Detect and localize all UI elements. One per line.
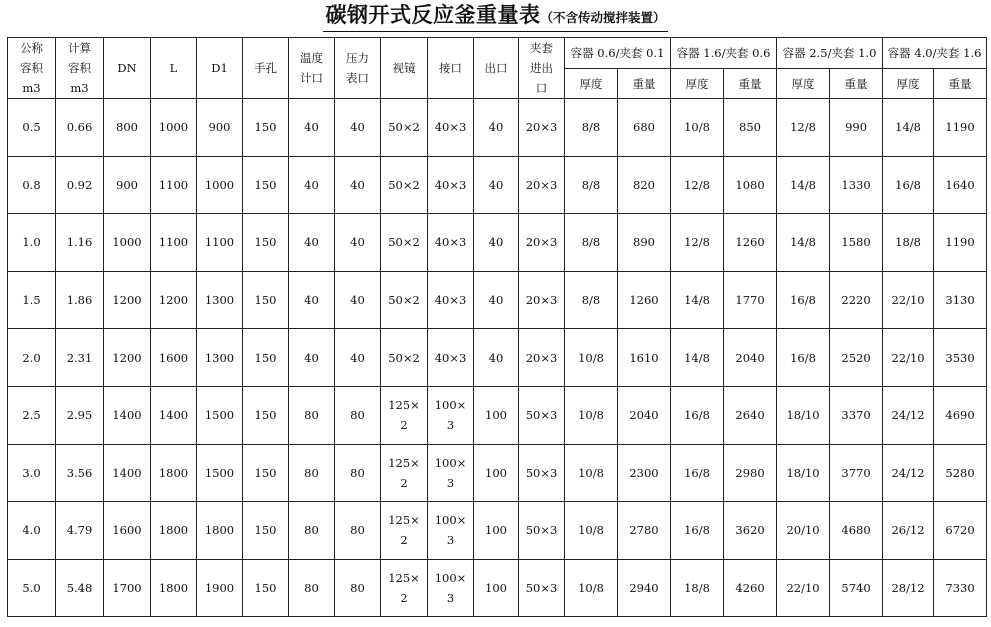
header-thickness: 厚度	[883, 69, 934, 99]
cell-outlet: 100	[474, 502, 519, 560]
cell-weight: 5740	[830, 559, 883, 617]
cell-handhole: 150	[243, 99, 289, 157]
cell-weight: 4680	[830, 502, 883, 560]
cell-connector: 100× 3	[428, 386, 474, 444]
cell-weight: 1770	[724, 271, 777, 329]
cell-weight: 890	[618, 214, 671, 272]
cell-handhole: 150	[243, 214, 289, 272]
header-thickness: 厚度	[777, 69, 830, 99]
cell-nominal-volume: 3.0	[8, 444, 56, 502]
cell-calc-volume: 2.95	[56, 386, 104, 444]
table-row	[8, 386, 987, 444]
cell-jacket-inlet: 20×3	[519, 99, 565, 157]
cell-handhole: 150	[243, 444, 289, 502]
cell-weight: 2220	[830, 271, 883, 329]
header-dn: DN	[104, 38, 151, 99]
cell-pressure-port: 80	[335, 559, 381, 617]
cell-jacket-inlet: 50×3	[519, 386, 565, 444]
header-group-4: 容器 4.0/夹套 1.6	[883, 38, 987, 69]
cell-connector: 100× 3	[428, 444, 474, 502]
cell-sight-glass: 125× 2	[381, 386, 428, 444]
cell-l: 1200	[151, 271, 197, 329]
cell-weight: 680	[618, 99, 671, 157]
cell-thickness: 16/8	[671, 502, 724, 560]
header-nominal-volume: 公称 容积 m3	[8, 38, 56, 99]
cell-thickness: 28/12	[883, 559, 934, 617]
cell-weight: 2940	[618, 559, 671, 617]
title-subtitle: （不含传动搅拌装置）	[540, 10, 666, 25]
cell-outlet: 40	[474, 156, 519, 214]
cell-nominal-volume: 2.5	[8, 386, 56, 444]
cell-temp-port: 40	[289, 271, 335, 329]
header-thickness: 厚度	[565, 69, 618, 99]
header-sight-glass: 视镜	[381, 38, 428, 99]
cell-weight: 1080	[724, 156, 777, 214]
cell-weight: 1330	[830, 156, 883, 214]
cell-temp-port: 80	[289, 444, 335, 502]
table-row	[8, 99, 987, 157]
cell-connector: 40×3	[428, 99, 474, 157]
cell-thickness: 8/8	[565, 214, 618, 272]
cell-thickness: 8/8	[565, 99, 618, 157]
cell-handhole: 150	[243, 559, 289, 617]
cell-thickness: 24/12	[883, 444, 934, 502]
cell-d1: 1000	[197, 156, 243, 214]
cell-weight: 1190	[934, 214, 987, 272]
cell-weight: 6720	[934, 502, 987, 560]
header-temp-port: 温度 计口	[289, 38, 335, 99]
cell-temp-port: 80	[289, 559, 335, 617]
table-row	[8, 271, 987, 329]
weight-table	[7, 37, 987, 617]
cell-pressure-port: 80	[335, 386, 381, 444]
header-thickness: 厚度	[671, 69, 724, 99]
cell-handhole: 150	[243, 386, 289, 444]
cell-thickness: 18/10	[777, 386, 830, 444]
cell-l: 1800	[151, 444, 197, 502]
cell-d1: 1500	[197, 386, 243, 444]
cell-weight: 7330	[934, 559, 987, 617]
header-row-1	[8, 38, 987, 69]
header-weight: 重量	[934, 69, 987, 99]
cell-weight: 2040	[724, 329, 777, 387]
cell-weight: 820	[618, 156, 671, 214]
cell-weight: 3370	[830, 386, 883, 444]
cell-weight: 3620	[724, 502, 777, 560]
cell-thickness: 12/8	[777, 99, 830, 157]
cell-l: 1000	[151, 99, 197, 157]
cell-dn: 1700	[104, 559, 151, 617]
cell-calc-volume: 2.31	[56, 329, 104, 387]
cell-sight-glass: 50×2	[381, 329, 428, 387]
header-pressure-port: 压力 表口	[335, 38, 381, 99]
cell-sight-glass: 50×2	[381, 271, 428, 329]
table-row	[8, 156, 987, 214]
cell-calc-volume: 3.56	[56, 444, 104, 502]
cell-jacket-inlet: 50×3	[519, 502, 565, 560]
cell-outlet: 40	[474, 271, 519, 329]
cell-calc-volume: 5.48	[56, 559, 104, 617]
cell-thickness: 24/12	[883, 386, 934, 444]
cell-thickness: 10/8	[565, 329, 618, 387]
cell-d1: 1800	[197, 502, 243, 560]
cell-thickness: 26/12	[883, 502, 934, 560]
cell-pressure-port: 80	[335, 502, 381, 560]
cell-thickness: 10/8	[565, 502, 618, 560]
cell-thickness: 16/8	[777, 329, 830, 387]
cell-thickness: 14/8	[671, 329, 724, 387]
table-row	[8, 559, 987, 617]
cell-thickness: 16/8	[777, 271, 830, 329]
cell-thickness: 22/10	[883, 329, 934, 387]
cell-connector: 40×3	[428, 214, 474, 272]
cell-thickness: 10/8	[565, 559, 618, 617]
cell-weight: 1260	[618, 271, 671, 329]
cell-weight: 3130	[934, 271, 987, 329]
cell-handhole: 150	[243, 502, 289, 560]
cell-thickness: 16/8	[671, 444, 724, 502]
cell-handhole: 150	[243, 329, 289, 387]
cell-thickness: 14/8	[883, 99, 934, 157]
cell-sight-glass: 50×2	[381, 156, 428, 214]
cell-calc-volume: 0.66	[56, 99, 104, 157]
cell-thickness: 8/8	[565, 271, 618, 329]
cell-jacket-inlet: 20×3	[519, 156, 565, 214]
cell-pressure-port: 80	[335, 444, 381, 502]
cell-connector: 40×3	[428, 271, 474, 329]
cell-weight: 3770	[830, 444, 883, 502]
title-main: 碳钢开式反应釜重量表	[325, 2, 541, 27]
cell-jacket-inlet: 50×3	[519, 559, 565, 617]
cell-outlet: 100	[474, 444, 519, 502]
cell-outlet: 40	[474, 329, 519, 387]
cell-temp-port: 80	[289, 386, 335, 444]
cell-thickness: 18/10	[777, 444, 830, 502]
cell-pressure-port: 40	[335, 271, 381, 329]
cell-dn: 1400	[104, 386, 151, 444]
cell-weight: 1190	[934, 99, 987, 157]
header-group-2: 容器 1.6/夹套 0.6	[671, 38, 777, 69]
cell-l: 1100	[151, 156, 197, 214]
header-outlet: 出口	[474, 38, 519, 99]
cell-pressure-port: 40	[335, 214, 381, 272]
cell-thickness: 18/8	[883, 214, 934, 272]
table-row	[8, 214, 987, 272]
cell-connector: 40×3	[428, 156, 474, 214]
cell-nominal-volume: 1.5	[8, 271, 56, 329]
cell-outlet: 40	[474, 99, 519, 157]
header-weight: 重量	[830, 69, 883, 99]
header-connector: 接口	[428, 38, 474, 99]
cell-nominal-volume: 4.0	[8, 502, 56, 560]
cell-dn: 900	[104, 156, 151, 214]
cell-dn: 1400	[104, 444, 151, 502]
cell-sight-glass: 50×2	[381, 214, 428, 272]
cell-d1: 1500	[197, 444, 243, 502]
cell-pressure-port: 40	[335, 156, 381, 214]
header-l: L	[151, 38, 197, 99]
cell-handhole: 150	[243, 156, 289, 214]
cell-thickness: 8/8	[565, 156, 618, 214]
cell-thickness: 14/8	[777, 156, 830, 214]
cell-pressure-port: 40	[335, 99, 381, 157]
title-underlined	[323, 2, 667, 32]
cell-weight: 1610	[618, 329, 671, 387]
cell-thickness: 12/8	[671, 214, 724, 272]
cell-weight: 1260	[724, 214, 777, 272]
cell-connector: 40×3	[428, 329, 474, 387]
cell-connector: 100× 3	[428, 502, 474, 560]
header-group-1: 容器 0.6/夹套 0.1	[565, 38, 671, 69]
cell-thickness: 10/8	[565, 386, 618, 444]
cell-thickness: 14/8	[777, 214, 830, 272]
cell-dn: 1600	[104, 502, 151, 560]
cell-sight-glass: 50×2	[381, 99, 428, 157]
cell-jacket-inlet: 20×3	[519, 214, 565, 272]
cell-calc-volume: 1.16	[56, 214, 104, 272]
header-calc-volume: 计算 容积 m3	[56, 38, 104, 99]
cell-jacket-inlet: 20×3	[519, 271, 565, 329]
cell-weight: 2780	[618, 502, 671, 560]
cell-temp-port: 40	[289, 99, 335, 157]
cell-weight: 2300	[618, 444, 671, 502]
cell-weight: 990	[830, 99, 883, 157]
cell-jacket-inlet: 20×3	[519, 329, 565, 387]
cell-weight: 2520	[830, 329, 883, 387]
cell-outlet: 100	[474, 559, 519, 617]
table-row	[8, 502, 987, 560]
cell-thickness: 16/8	[671, 386, 724, 444]
cell-thickness: 10/8	[565, 444, 618, 502]
cell-temp-port: 40	[289, 214, 335, 272]
cell-l: 1100	[151, 214, 197, 272]
header-handhole: 手孔	[243, 38, 289, 99]
table-row	[8, 329, 987, 387]
cell-nominal-volume: 1.0	[8, 214, 56, 272]
cell-jacket-inlet: 50×3	[519, 444, 565, 502]
header-d1: D1	[197, 38, 243, 99]
cell-d1: 1100	[197, 214, 243, 272]
cell-nominal-volume: 0.5	[8, 99, 56, 157]
header-group-3: 容器 2.5/夹套 1.0	[777, 38, 883, 69]
cell-sight-glass: 125× 2	[381, 559, 428, 617]
cell-temp-port: 40	[289, 156, 335, 214]
cell-calc-volume: 0.92	[56, 156, 104, 214]
cell-calc-volume: 4.79	[56, 502, 104, 560]
cell-weight: 2640	[724, 386, 777, 444]
cell-weight: 850	[724, 99, 777, 157]
cell-dn: 800	[104, 99, 151, 157]
cell-temp-port: 40	[289, 329, 335, 387]
cell-weight: 2040	[618, 386, 671, 444]
cell-weight: 4690	[934, 386, 987, 444]
cell-thickness: 22/10	[883, 271, 934, 329]
cell-thickness: 10/8	[671, 99, 724, 157]
table-body	[8, 99, 987, 617]
cell-d1: 1300	[197, 271, 243, 329]
cell-weight: 1640	[934, 156, 987, 214]
cell-outlet: 40	[474, 214, 519, 272]
cell-weight: 3530	[934, 329, 987, 387]
document-title	[0, 2, 991, 34]
cell-dn: 1000	[104, 214, 151, 272]
cell-dn: 1200	[104, 329, 151, 387]
cell-outlet: 100	[474, 386, 519, 444]
cell-l: 1600	[151, 329, 197, 387]
cell-thickness: 20/10	[777, 502, 830, 560]
cell-pressure-port: 40	[335, 329, 381, 387]
cell-weight: 4260	[724, 559, 777, 617]
header-weight: 重量	[724, 69, 777, 99]
cell-d1: 1300	[197, 329, 243, 387]
cell-thickness: 16/8	[883, 156, 934, 214]
cell-weight: 1580	[830, 214, 883, 272]
cell-weight: 5280	[934, 444, 987, 502]
cell-sight-glass: 125× 2	[381, 502, 428, 560]
cell-l: 1800	[151, 559, 197, 617]
cell-thickness: 14/8	[671, 271, 724, 329]
header-jacket-inlet: 夹套 进出 口	[519, 38, 565, 99]
cell-d1: 900	[197, 99, 243, 157]
cell-nominal-volume: 2.0	[8, 329, 56, 387]
cell-sight-glass: 125× 2	[381, 444, 428, 502]
cell-connector: 100× 3	[428, 559, 474, 617]
cell-thickness: 18/8	[671, 559, 724, 617]
header-weight: 重量	[618, 69, 671, 99]
cell-dn: 1200	[104, 271, 151, 329]
cell-thickness: 12/8	[671, 156, 724, 214]
table-row	[8, 444, 987, 502]
cell-nominal-volume: 0.8	[8, 156, 56, 214]
cell-d1: 1900	[197, 559, 243, 617]
cell-l: 1400	[151, 386, 197, 444]
cell-handhole: 150	[243, 271, 289, 329]
cell-thickness: 22/10	[777, 559, 830, 617]
cell-nominal-volume: 5.0	[8, 559, 56, 617]
cell-l: 1800	[151, 502, 197, 560]
cell-weight: 2980	[724, 444, 777, 502]
cell-temp-port: 80	[289, 502, 335, 560]
cell-calc-volume: 1.86	[56, 271, 104, 329]
